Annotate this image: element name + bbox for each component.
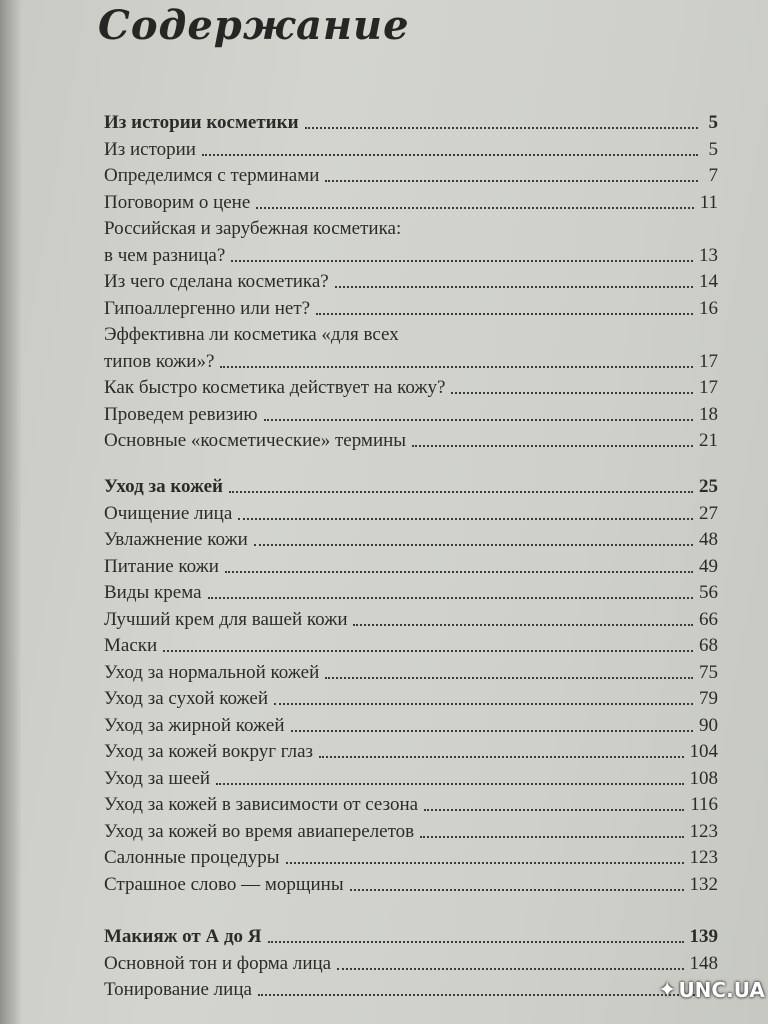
toc-page-number: 11 [699, 191, 718, 213]
toc-page-number: 56 [699, 582, 718, 603]
toc-entry-label: Уход за кожей во время авиаперелетов [104, 820, 415, 842]
toc-page-number: 17 [699, 350, 718, 372]
toc-entry-label: Из истории [104, 138, 196, 160]
dot-leader [202, 154, 698, 156]
toc-page-number: 148 [689, 952, 718, 974]
toc-entry [104, 186, 718, 214]
toc-entry-line: Российская и зарубежная косметика: [104, 218, 402, 239]
toc-section-heading [104, 920, 718, 948]
toc-entry-label: Уход за жирной кожей [104, 714, 285, 736]
dot-leader [319, 756, 683, 758]
toc-page-number: 108 [689, 767, 718, 789]
toc-entry-label: Маски [104, 635, 158, 656]
toc-entry [104, 576, 718, 604]
toc-page-number: 66 [699, 608, 718, 630]
toc-entry-line: Эффективна ли косметика «для всех [104, 324, 399, 345]
toc-entry-label: Уход за шеей [104, 767, 211, 789]
toc-entry-label: Основные «косметические» термины [104, 430, 407, 451]
dot-leader [325, 180, 698, 182]
toc-section-label: Макияж от А до Я [104, 926, 262, 947]
toc-page-number: 5 [708, 112, 718, 133]
toc-entry-label: в чем разница? [104, 244, 226, 266]
dot-leader [254, 544, 693, 546]
toc-entry [104, 239, 718, 267]
toc-page-number: 21 [699, 430, 718, 451]
toc-entry-label: Из чего сделана косметика? [104, 271, 329, 292]
toc-entry-label: Проведем ревизию [104, 403, 258, 425]
dot-leader [305, 127, 698, 129]
toc-entry [104, 424, 718, 452]
dot-leader [256, 207, 693, 209]
toc-entry-label: Виды крема [104, 582, 202, 603]
toc-page-number: 17 [699, 377, 718, 398]
toc-page-number: 27 [699, 502, 718, 524]
toc-page-number: 5 [708, 138, 718, 160]
toc-page-number: 123 [689, 847, 718, 868]
toc-entry [104, 973, 718, 1001]
toc-page-number: 139 [689, 926, 718, 947]
toc-page-number: 90 [699, 714, 718, 736]
toc-entry [104, 629, 718, 657]
dot-leader [258, 994, 698, 996]
toc-entry-label: Поговорим о цене [104, 191, 251, 213]
page-edge-shadow [0, 0, 22, 1024]
toc-page-number: 123 [689, 820, 718, 842]
toc-page-number: 104 [689, 741, 718, 762]
toc-entry-label: Уход за нормальной кожей [104, 661, 320, 683]
toc-entry-label: Салонные процедуры [104, 847, 280, 868]
toc-page-number: 116 [690, 794, 718, 815]
toc-entry [104, 868, 718, 896]
toc-entry [104, 159, 718, 187]
toc-entry-label: типов кожи»? [104, 350, 215, 372]
dot-leader [420, 836, 683, 838]
dot-leader [451, 392, 693, 394]
dot-leader [238, 518, 693, 520]
dot-leader [424, 809, 684, 811]
watermark-text: UNC.UA [678, 978, 765, 1002]
toc-entry [104, 265, 718, 293]
toc-entry-label: Основной тон и форма лица [104, 952, 332, 974]
dot-leader [163, 650, 693, 652]
toc-page-number: 75 [699, 661, 718, 683]
toc-entry [104, 133, 718, 161]
dot-leader [335, 286, 693, 288]
toc-entry [104, 497, 718, 525]
toc-section-heading [104, 106, 718, 134]
dot-leader [274, 703, 693, 705]
toc-page-number: 68 [699, 635, 718, 656]
dot-leader [220, 366, 693, 368]
toc-page-number: 13 [699, 244, 718, 266]
toc-section-heading [104, 470, 718, 498]
toc-entry-label: Уход за кожей в зависимости от сезона [104, 794, 419, 815]
toc-page-number: 14 [699, 271, 718, 292]
dot-leader [325, 677, 693, 679]
dot-leader [412, 445, 693, 447]
toc-entry [104, 682, 718, 710]
toc-entry-label: Гипоаллергенно или нет? [104, 297, 311, 319]
toc-entry [104, 523, 718, 551]
toc-section-label: Уход за кожей [104, 476, 223, 497]
toc-page-number: 48 [699, 529, 718, 550]
toc-entry [104, 550, 718, 578]
table-of-contents [104, 0, 718, 1024]
toc-entry [104, 345, 718, 373]
toc-entry [104, 709, 718, 737]
dot-leader [353, 624, 693, 626]
toc-page-number: 79 [699, 688, 718, 709]
dot-leader [350, 889, 684, 891]
toc-entry [104, 841, 718, 869]
toc-entry-label: Питание кожи [104, 555, 219, 577]
toc-entry [104, 292, 718, 320]
dot-leader [337, 968, 683, 970]
toc-entry-label: Страшное слово — морщины [104, 873, 344, 895]
dot-leader [268, 941, 684, 943]
toc-entry [104, 815, 718, 843]
toc-entry-label: Как быстро косметика действует на кожу? [104, 377, 446, 398]
toc-page-number: 49 [699, 555, 718, 577]
dot-leader [316, 313, 693, 315]
dot-leader [208, 597, 693, 599]
toc-page-number: 7 [708, 165, 718, 186]
toc-entry-label: Лучший крем для вашей кожи [104, 608, 348, 630]
toc-entry-label: Уход за сухой кожей [104, 688, 269, 709]
toc-entry [104, 762, 718, 790]
toc-section-label: Из истории косметики [104, 112, 299, 133]
dot-leader [216, 783, 683, 785]
page-title: Содержание [98, 2, 410, 49]
toc-entry [104, 947, 718, 975]
dot-leader [229, 491, 693, 493]
toc-page-number: 25 [699, 476, 718, 497]
toc-entry [104, 398, 718, 426]
toc-entry [104, 603, 718, 631]
toc-entry [104, 371, 718, 399]
dot-leader [264, 419, 693, 421]
dot-leader [286, 862, 684, 864]
toc-page-number: 18 [699, 403, 718, 425]
dot-leader [231, 260, 693, 262]
toc-page-number: 132 [689, 873, 718, 895]
toc-entry [104, 735, 718, 763]
toc-entry-label: Уход за кожей вокруг глаз [104, 741, 314, 762]
dot-leader [225, 571, 693, 573]
watermark [658, 972, 766, 1008]
star-icon: ✦ [658, 977, 677, 1003]
toc-entry-label: Тонирование лица [104, 979, 252, 1000]
dot-leader [291, 730, 693, 732]
toc-page-number: 16 [699, 297, 718, 319]
toc-entry-label: Увлажнение кожи [104, 529, 248, 550]
toc-entry [104, 788, 718, 816]
toc-entry-label: Очищение лица [104, 502, 233, 524]
toc-entry [104, 656, 718, 684]
toc-entry-label: Определимся с терминами [104, 165, 320, 186]
